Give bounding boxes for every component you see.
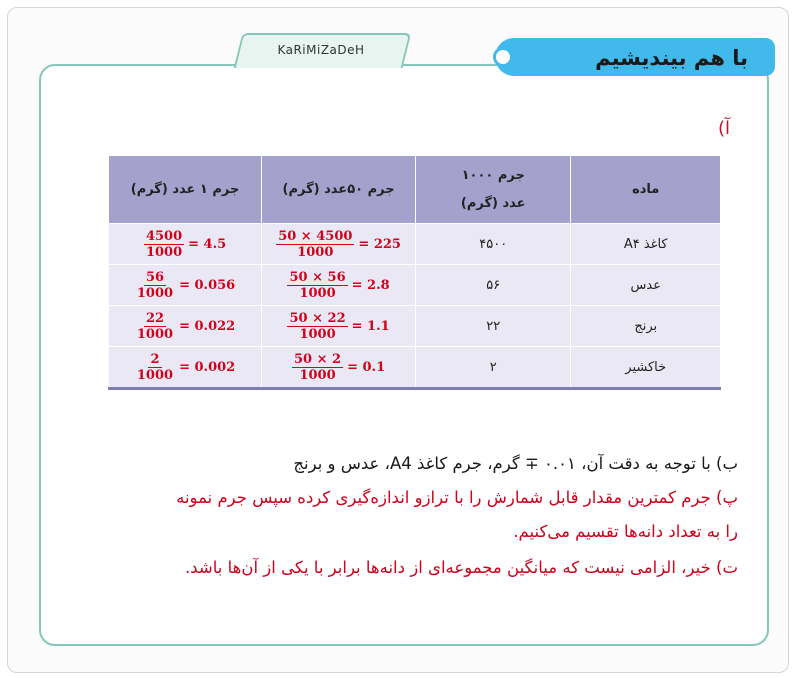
calc-result: = 0.056	[179, 277, 236, 293]
calc-denominator: 1000	[136, 285, 174, 301]
calc-result: = 0.1	[347, 359, 386, 375]
section-title: با هم بیندیشیم	[595, 46, 748, 70]
calc-numerator: 2	[150, 351, 160, 367]
calc-numerator: 56	[145, 269, 165, 285]
calc-denominator: 1000	[297, 244, 334, 260]
material-name: خاکشیر	[571, 347, 721, 389]
header-mass-1000	[416, 156, 571, 224]
calc-denominator: 1000	[136, 326, 174, 342]
mass-1000-value: ۵۶	[416, 265, 571, 306]
table-row	[109, 347, 721, 389]
calc-numerator: 50 × 22	[289, 310, 346, 326]
answer-p-line2: را به تعداد دانه‌ها تقسیم می‌کنیم.	[513, 522, 738, 541]
mass-50-calc	[262, 224, 416, 265]
mass-1000-value: ۲۲	[416, 306, 571, 347]
answer-b: ب) با توجه به دقت آن، ۰.۰۱ ∓ گرم، جرم کاغذ A4، عدس و برنج	[293, 454, 738, 473]
mass-1-calc	[109, 265, 262, 306]
table-row	[109, 265, 721, 306]
mass-50-calc	[262, 347, 416, 389]
calc-denominator: 1000	[136, 367, 174, 383]
header-circle-icon	[493, 47, 513, 67]
header-mass-1000-line2: عدد (گرم)	[460, 195, 526, 211]
part-a-label: آ)	[717, 118, 730, 139]
author-tab-label: KaRiMiZaDeH	[277, 43, 365, 57]
calc-result: = 0.002	[179, 359, 236, 375]
calc-denominator: 1000	[299, 326, 336, 342]
calc-denominator: 1000	[299, 367, 336, 383]
material-name: کاغذ A۴	[571, 224, 721, 265]
calc-result: = 2.8	[351, 277, 390, 293]
table-row	[109, 224, 721, 265]
mass-1-calc	[109, 347, 262, 389]
calc-numerator: 50 × 2	[294, 351, 342, 367]
mass-1-calc	[109, 224, 262, 265]
calc-denominator: 1000	[299, 285, 336, 301]
mass-1000-value: ۴۵۰۰	[416, 224, 571, 265]
mass-table	[108, 155, 721, 390]
table-header-row	[109, 156, 721, 224]
mass-50-calc	[262, 265, 416, 306]
material-name: عدس	[571, 265, 721, 306]
material-name: برنج	[571, 306, 721, 347]
header-mass-50: جرم ۵۰عدد (گرم)	[262, 156, 416, 224]
calc-numerator: 4500	[145, 228, 183, 244]
calc-result: = 4.5	[188, 236, 227, 252]
calc-result: = 225	[358, 236, 401, 252]
calc-denominator: 1000	[145, 244, 183, 260]
calc-numerator: 50 × 4500	[278, 228, 353, 244]
mass-1000-value: ۲	[416, 347, 571, 389]
calc-result: = 0.022	[179, 318, 236, 334]
header-material: ماده	[571, 156, 721, 224]
mass-50-calc	[262, 306, 416, 347]
table-row	[109, 306, 721, 347]
header-mass-1: جرم ۱ عدد (گرم)	[109, 156, 262, 224]
calc-numerator: 22	[145, 310, 165, 326]
mass-1-calc	[109, 306, 262, 347]
calc-numerator: 50 × 56	[289, 269, 346, 285]
answer-p-line1: پ) جرم کمترین مقدار قابل شمارش را با ترازو اندازه‌گیری کرده سپس جرم نمونه	[176, 488, 738, 507]
calc-result: = 1.1	[351, 318, 390, 334]
header-mass-1000-line1: جرم ۱۰۰۰	[461, 167, 525, 183]
answer-t: ت) خیر، الزامی نیست که میانگین مجموعه‌ای از دانه‌ها برابر با یکی از آن‌ها باشد.	[185, 558, 738, 577]
